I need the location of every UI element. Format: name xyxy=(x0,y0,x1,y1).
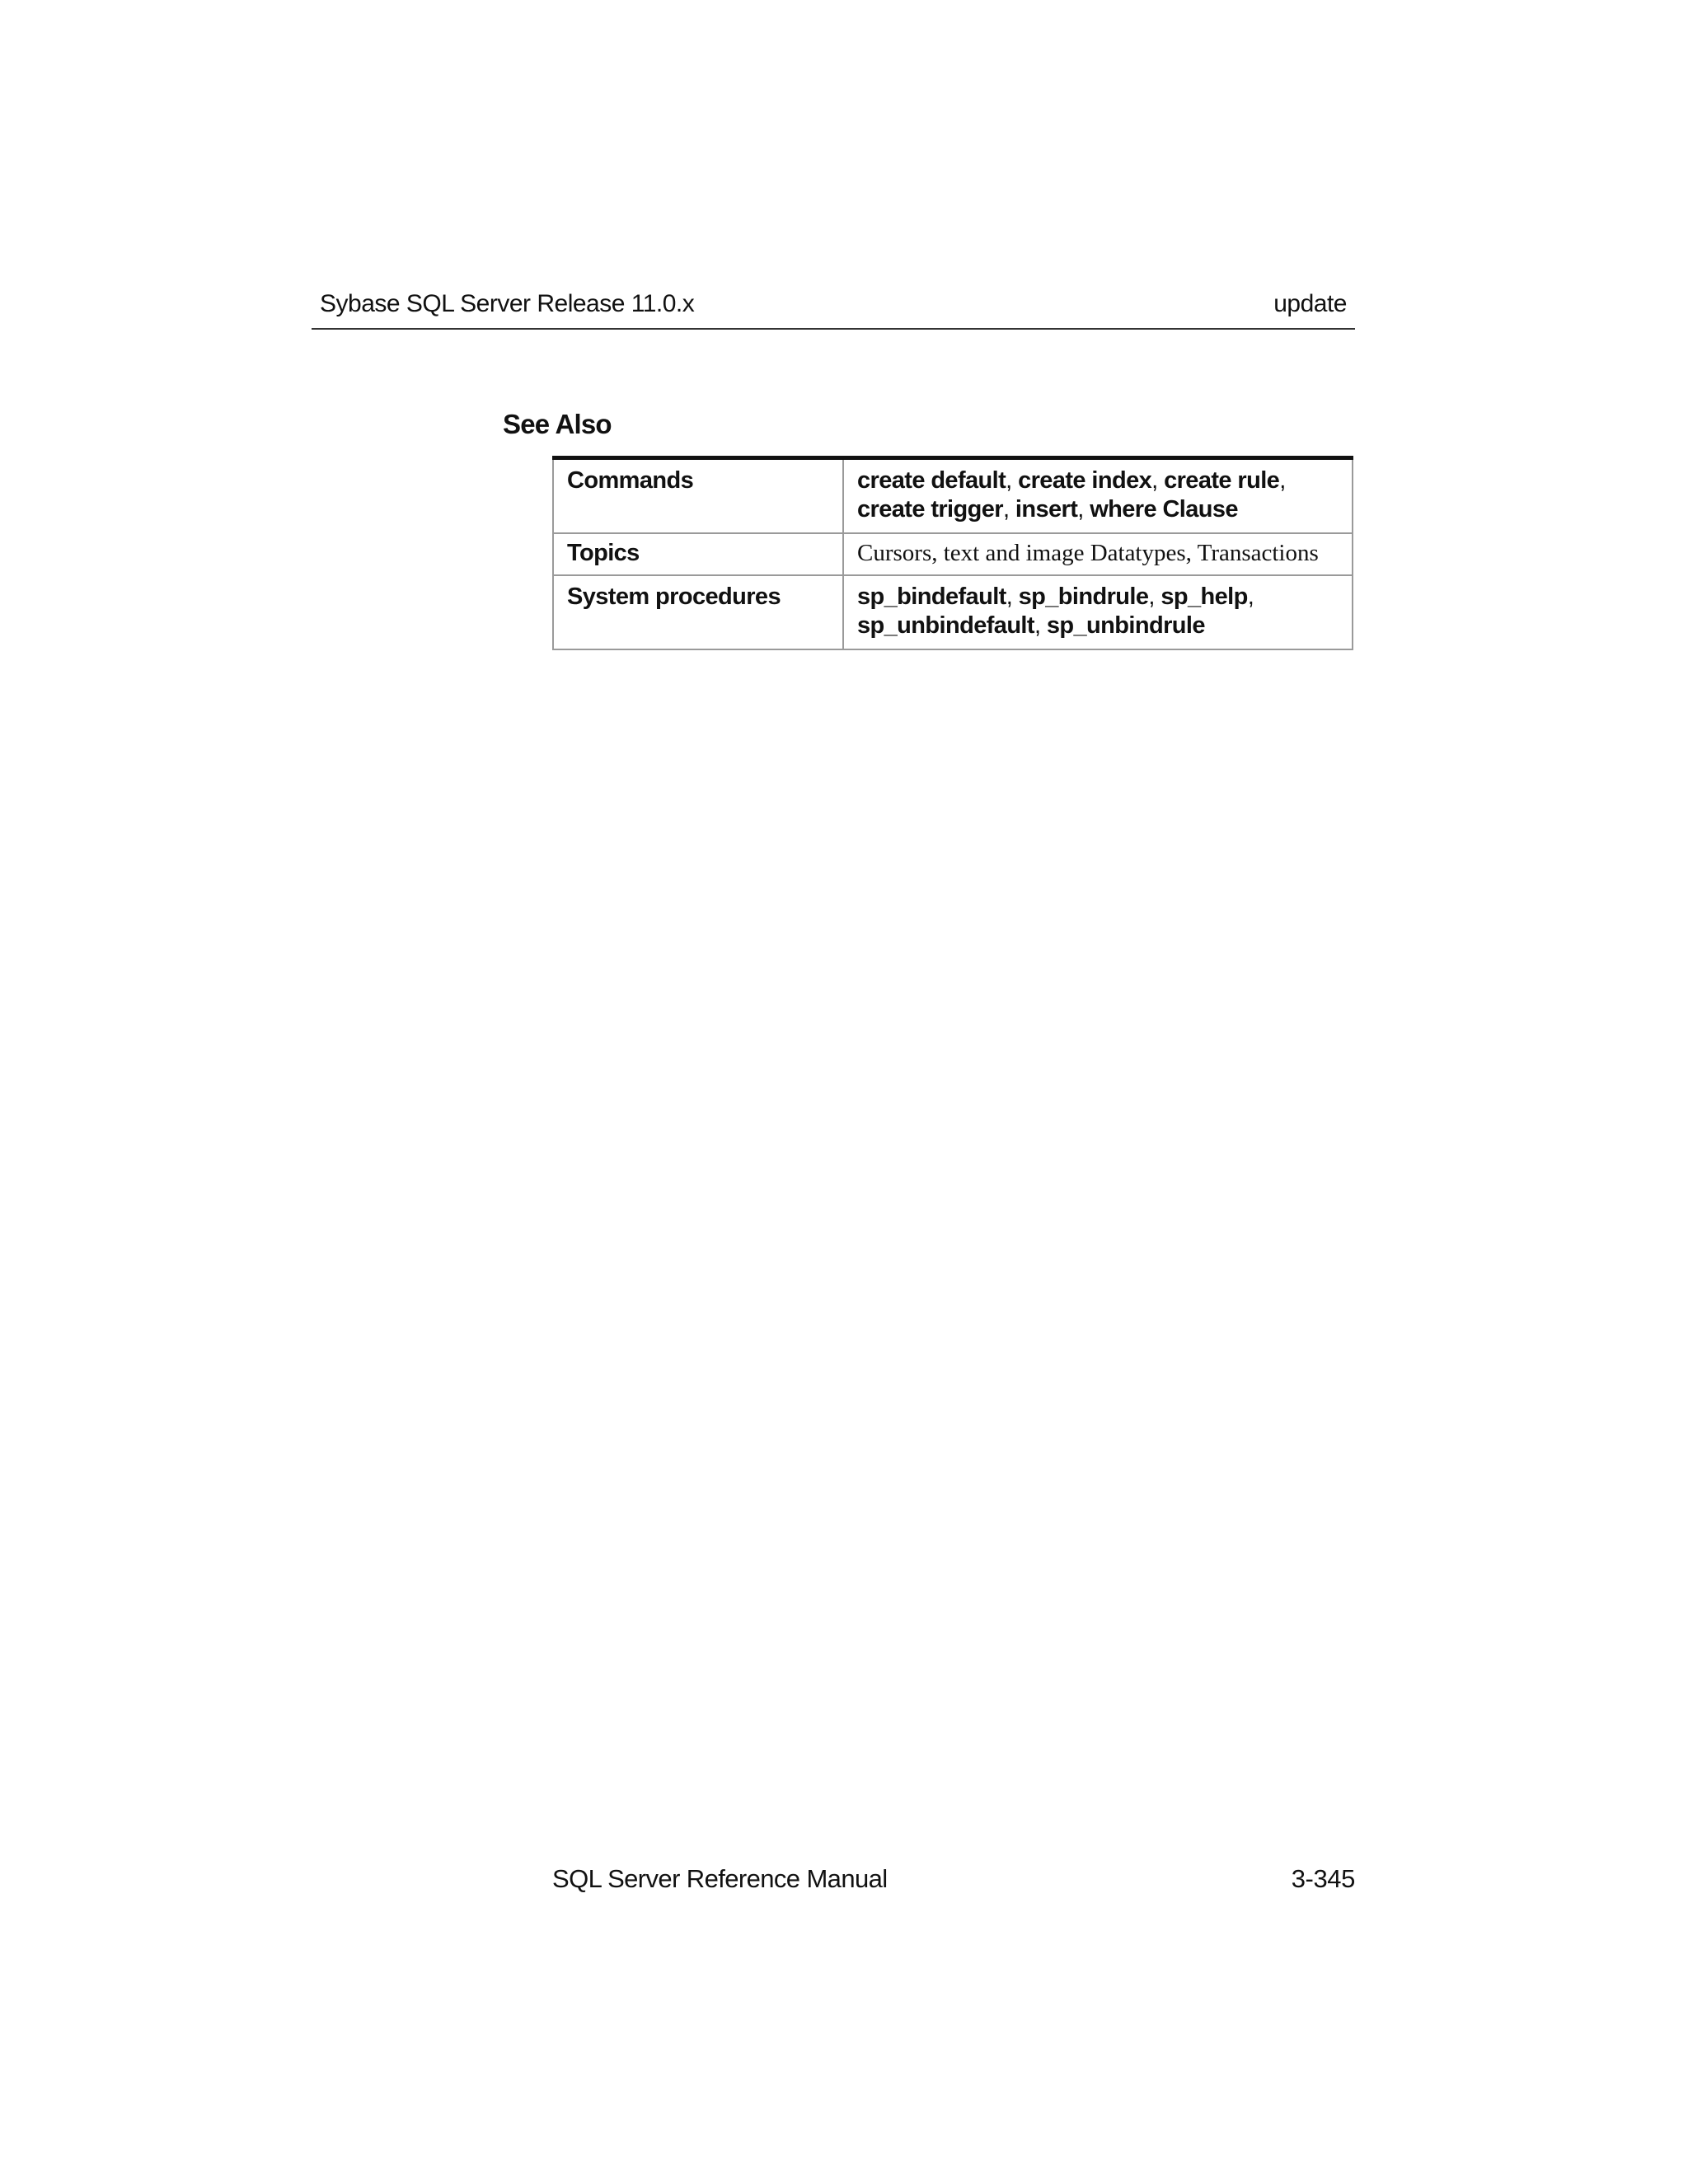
see-also-table xyxy=(552,456,1353,650)
ref-sp-unbindefault: sp_unbindefault xyxy=(857,612,1034,639)
ref-sp-bindefault: sp_bindefault xyxy=(857,583,1006,610)
table-row-commands xyxy=(553,458,1353,534)
ref-create-default: create default xyxy=(857,467,1006,494)
header-product-release: Sybase SQL Server Release 11.0.x xyxy=(320,290,695,317)
row-term-topics: Topics xyxy=(553,533,843,575)
row-refs-system-procedures: sp_bindefault, sp_bindrule, sp_help, sp_unbindefault, sp_unbindrule xyxy=(843,575,1353,649)
row-term-system-procedures: System procedures xyxy=(553,575,843,649)
running-header xyxy=(312,288,1355,330)
row-refs-commands: create default, create index, create rule, create trigger, insert, where Clause xyxy=(843,458,1353,534)
ref-insert: insert xyxy=(1015,496,1078,523)
ref-sp-help: sp_help xyxy=(1160,583,1248,610)
ref-where-clause: where Clause xyxy=(1090,496,1238,523)
table-row-system-procedures xyxy=(553,575,1353,649)
header-topic: update xyxy=(1273,290,1347,317)
ref-sp-bindrule: sp_bindrule xyxy=(1018,583,1149,610)
row-term-commands: Commands xyxy=(553,458,843,534)
ref-create-rule: create rule xyxy=(1164,467,1280,494)
footer-manual-title: SQL Server Reference Manual xyxy=(552,1864,888,1893)
row-refs-topics: Cursors, text and image Datatypes, Transactions xyxy=(843,533,1353,575)
ref-create-index: create index xyxy=(1018,467,1152,494)
table-row-topics xyxy=(553,533,1353,575)
ref-create-trigger: create trigger xyxy=(857,496,1003,523)
footer-page-number: 3-345 xyxy=(1291,1864,1355,1893)
ref-sp-unbindrule: sp_unbindrule xyxy=(1046,612,1205,639)
see-also-heading: See Also xyxy=(503,409,612,439)
